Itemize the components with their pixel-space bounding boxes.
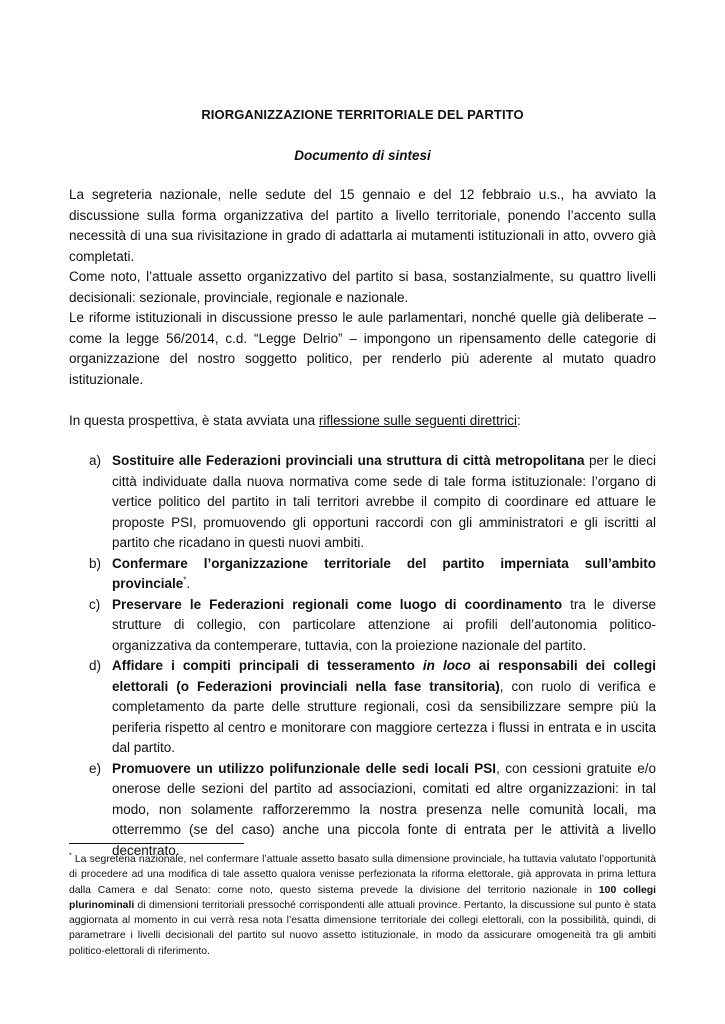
intro-paragraph: [69, 411, 656, 432]
intro-lead: In questa prospettiva, è stata avviata una: [69, 412, 319, 428]
document-subtitle: Documento di sintesi: [294, 148, 431, 163]
footnote-reference[interactable]: *: [183, 575, 187, 585]
footnote-bold: 100 collegi plurinominali: [69, 884, 656, 911]
item-text: .: [186, 576, 191, 591]
paragraph-3: Le riforme istituzionali in discussione presso le aule parlamentari, nonché quelle già deliberate – come la legge 56/2014, c.d. “Legge Delrio” – impongono un ripensamento delle categorie di organizzazione del nostro soggetto politico, per renderlo più aderente al mutato quadro istituzionale.: [69, 310, 656, 387]
item-heading: Affidare i compiti principali di tesseramento: [112, 658, 423, 673]
paragraph-1: La segreteria nazionale, nelle sedute del 15 gennaio e del 12 febbraio u.s., ha avviato la discussione sulla forma organizzativa del partito a livello territoriale, ponendo l’accento sulla necessità di una sua rivisitazione in grado di adattarla ai mutamenti istituzionali in atto, ovvero già completati.: [69, 187, 656, 264]
item-heading: Preservare le Federazioni regionali come luogo di coordinamento: [112, 596, 563, 612]
footnote-text: La segreteria nazionale, nel confermare l’attuale assetto basato sulla dimensione provinciale, ha tuttavia valutato l’opportunità di procedere ad una modifica di tale assetto qualora venisse perfezionata la riforma elettorale, già approvata in prima lettura dalla Camera e dal Senato: come noto, questo sistema prevede la divisione del territorio nazionale in: [69, 854, 656, 896]
list-item: [69, 656, 656, 759]
list-marker: e): [89, 760, 102, 776]
directives-list: [69, 451, 656, 861]
footnote-mark: *: [69, 852, 72, 860]
item-text: , con ruolo di verifica e completamento da parte delle strutture regionali, così da sensibilizzare sempre più la periferia rispetto al centro e monitorare con maggiore certezza i flussi in entrata e in uscita dal partito.: [112, 678, 656, 755]
list-marker: d): [89, 658, 102, 673]
footnote-text-cont: di dimensioni territoriali pressoché corrispondenti alle attuali province. Pertanto, la discussione sul punto è stata aggiornata al momento in cui verrà resa nota l’esatta dimensione territoriale dei collegi elettorali, con la possibilità, quindi, di parametrare i livelli decisionali del partito sul nuovo assetto istituzionale, in modo da assicurare omogeneità tra gli ambiti politico-elettorali di riferimento.: [69, 899, 656, 957]
document-title: RIORGANIZZAZIONE TERRITORIALE DEL PARTITO: [201, 107, 524, 122]
paragraph-2: Come noto, l’attuale assetto organizzativo del partito si basa, sostanzialmente, su quattro livelli decisionali: sezionale, provinciale, regionale e nazionale.: [69, 269, 656, 305]
item-heading: Promuovere un utilizzo polifunzionale delle sedi locali PSI: [112, 760, 497, 776]
list-item: [69, 595, 656, 657]
document-body: [69, 185, 656, 861]
list-item: [69, 451, 656, 554]
list-item: [69, 759, 656, 862]
item-heading-cont: ai responsabili dei collegi elettorali (o Federazioni provinciali nella fase transitoria): [112, 658, 656, 694]
footnote: [69, 852, 656, 959]
list-marker: b): [89, 555, 102, 571]
item-text: , con cessioni gratuite e/o onerose delle sezioni del partito ad associazioni, comitati ed altre organizzazioni: in tal modo, non solamente rafforzeremmo la nostra presenza nelle comunità locali, ma otterremmo (se del caso) anche una piccola fonte di entrata per le attività a livello decentrato.: [112, 760, 657, 858]
item-text: per le dieci città individuate dalla nuova normativa come sede di tale forma istituzionale: l’organo di vertice politico del partito in tali territori avrebbe il compito di coordinare ed attuare le proposte PSI, promuovendo gli opportuni raccordi con gli amministratori e gli iscritti al partito che ricadano in questi nuovi ambiti.: [112, 453, 656, 550]
intro-underlined: riflessione sulle seguenti direttrici: [318, 412, 518, 428]
intro-tail: :: [517, 412, 521, 428]
item-heading: Confermare l’organizzazione territoriale del partito imperniata sull’ambito provinciale: [112, 555, 656, 591]
footnote-separator: [69, 843, 244, 844]
item-text: tra le diverse strutture di collegio, con particolare attenzione ai profili dell’autonomia politico-organizzativa da contemperare, tuttavia, con la proiezione nazionale del partito.: [112, 596, 656, 653]
list-item: [69, 554, 656, 595]
list-marker: a): [89, 453, 102, 468]
list-marker: c): [89, 596, 101, 612]
item-heading: Sostituire alle Federazioni provinciali una struttura di città metropolitana: [112, 453, 585, 468]
item-heading-italic: in loco: [422, 658, 471, 673]
